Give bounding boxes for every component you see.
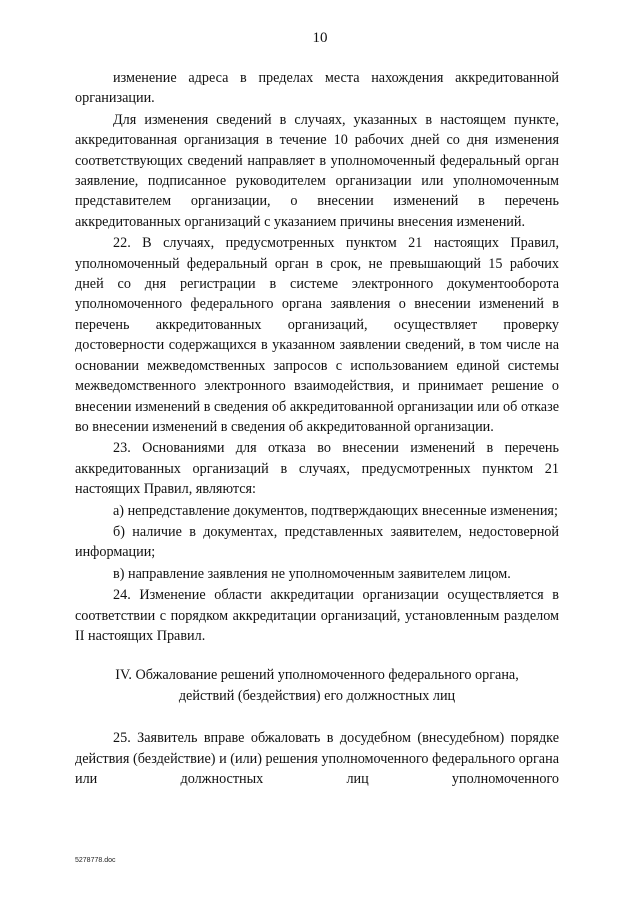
page-number: 10 — [312, 30, 328, 46]
paragraph-address-change: изменение адреса в пределах места нахождения аккредитованной организации. — [75, 70, 559, 107]
section-heading — [75, 665, 559, 706]
paragraph-23-v: в) направление заявления не уполномоченным заявителем лицом. — [113, 565, 511, 582]
document-file-reference: 5278778.doc — [75, 857, 116, 864]
paragraph-23-a: а) непредставление документов, подтверждающих внесенные изменения; — [113, 502, 558, 519]
paragraph-23: 23. Основаниями для отказа во внесении изменений в перечень аккредитованных организаций в случаях, предусмотренных пунктом 21 настоящих Правил, являются: — [75, 440, 559, 498]
section-heading-line-2: действий (бездействия) его должностных лиц — [178, 687, 456, 704]
paragraph-22: 22. В случаях, предусмотренных пунктом 21 настоящих Правил, уполномоченный федеральный орган в срок, не превышающий 15 рабочих дней со дня регистрации в системе электронного документооборота уполномоченного федерального органа заявления о внесении изменений в перечень аккредитованных организаций, осуществляет проверку достоверности содержащихся в указанном заявлении сведений, в том числе на основании межведомственных запросов с использованием единой системы межведомственного электронного взаимодействия, и принимает решение о внесении изменений в сведения об аккредитованной организации или об отказе во внесении изменений в сведения об аккредитованной организации. — [75, 235, 559, 435]
section-heading-line-1: IV. Обжалование решений уполномоченного федерального органа, — [115, 667, 519, 684]
paragraph-23-b: б) наличие в документах, представленных заявителем, недостоверной информации; — [75, 523, 559, 561]
document-body — [75, 68, 559, 789]
paragraph-25: 25. Заявитель вправе обжаловать в досудебном (внесудебном) порядке действия (бездействие) и (или) решения уполномоченного федерального органа или должностных лиц уполномоченного — [75, 730, 559, 787]
paragraph-change-procedure: Для изменения сведений в случаях, указанных в настоящем пункте, аккредитованная организация в течение 10 рабочих дней со дня изменения соответствующих сведений направляет в уполномоченный федеральный орган заявление, подписанное руководителем организации или уполномоченным представителем организации, о внесении изменений в перечень аккредитованных организаций с указанием причины внесения изменений. — [75, 111, 559, 230]
paragraph-24: 24. Изменение области аккредитации организации осуществляется в соответствии с порядком аккредитации организаций, установленным разделом II настоящих Правил. — [75, 587, 559, 644]
